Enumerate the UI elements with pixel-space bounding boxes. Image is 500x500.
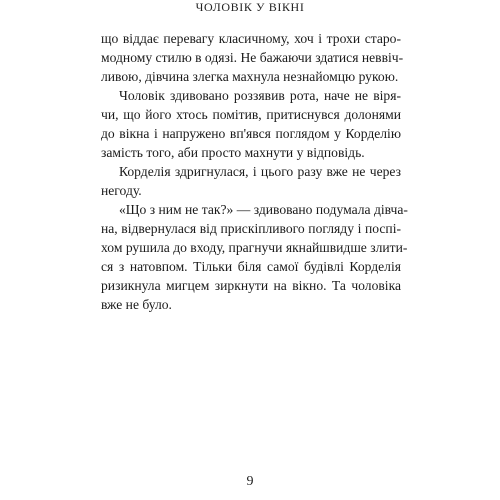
page-number: 9 — [246, 474, 254, 489]
running-head: ЧОЛОВІК У ВІКНІ — [195, 0, 305, 14]
text-line: на, відвернулася від прискіпливого погляду і поспі- — [101, 221, 401, 236]
text-line: «Що з ним не так?» — здивовано подумала дівча- — [119, 202, 408, 217]
text-line: негоду. — [101, 183, 142, 198]
text-line: вже не було. — [101, 297, 172, 312]
text-line: ризикнула мигцем зиркнути на вікно. Та чоловіка — [101, 278, 401, 293]
text-line: хом рушила до входу, прагнучи якнайшвидше злити- — [101, 240, 408, 255]
text-line: ливою, дівчина злегка махнула незнайомцю рукою. — [101, 69, 399, 84]
text-line: до вікна і напружено вп'явся поглядом у Корделію — [101, 126, 401, 141]
text-line: що віддає перевагу класичному, хоч і трохи старо- — [101, 31, 401, 46]
text-line: модному стилю в одязі. Не бажаючи здатися неввіч- — [101, 50, 404, 65]
text-line: замість того, аби просто махнути у відповідь. — [101, 145, 365, 160]
body-text — [101, 29, 408, 314]
text-line: Чоловік здивовано роззявив рота, наче не віря- — [119, 88, 401, 103]
text-line: ся з натовпом. Тільки біля самої будівлі Корделія — [101, 259, 401, 274]
text-line: Корделія здригнулася, і цього разу вже не через — [119, 164, 401, 179]
text-line: чи, що його хтось помітив, притиснувся долонями — [101, 107, 401, 122]
